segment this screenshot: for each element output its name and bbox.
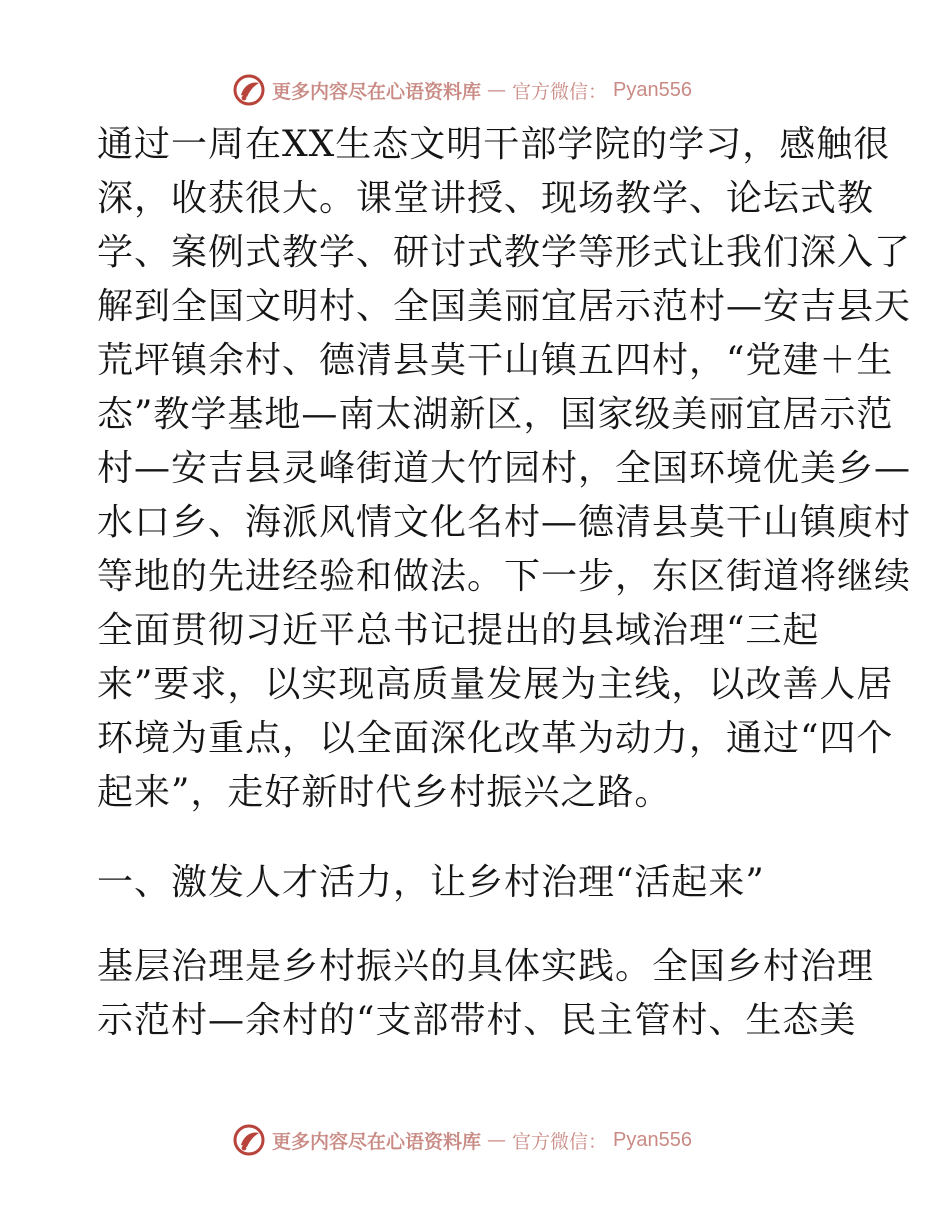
section-heading: 一、激发人才活力，让乡村治理“活起来” <box>97 862 765 903</box>
text-line: 学、案例式教学、研讨式教学等形式让我们深入了 <box>97 232 912 273</box>
footer-wechat-label: 官方微信： <box>512 1130 608 1153</box>
text-line: 村—安吉县灵峰街道大竹园村，全国环境优美乡— <box>97 448 912 489</box>
text-line: 通过一周在XX生态文明干部学院的学习，感触很 <box>97 124 891 165</box>
text-line: 来”要求，以实现高质量发展为主线，以改善人居 <box>97 664 894 705</box>
footer-watermark <box>232 1120 692 1160</box>
header-wechat-handle: Pyan556 <box>613 78 692 101</box>
footer-wechat-handle: Pyan556 <box>613 1128 692 1151</box>
text-line: 态”教学基地—南太湖新区，国家级美丽宜居示范 <box>97 394 894 435</box>
text-line: 荒坪镇余村、德清县莫干山镇五四村，“党建＋生 <box>97 340 894 381</box>
text-line: 等地的先进经验和做法。下一步，东区街道将继续 <box>97 556 912 597</box>
document-body <box>97 118 912 1048</box>
text-line: 水口乡、海派风情文化名村—德清县莫干山镇庾村 <box>97 502 912 543</box>
paragraph-section-1 <box>97 940 875 1048</box>
text-line: 全面贯彻习近平总书记提出的县域治理“三起 <box>97 610 820 651</box>
text-line: 深，收获很大。课堂讲授、现场教学、论坛式教 <box>97 178 875 219</box>
text-line: 示范村—余村的“支部带村、民主管村、生态美 <box>97 1000 857 1041</box>
text-line: 环境为重点，以全面深化改革为动力，通过“四个 <box>97 718 894 759</box>
footer-separator: — <box>487 1129 507 1151</box>
text-line: 基层治理是乡村振兴的具体实践。全国乡村治理 <box>97 946 875 987</box>
brand-logo-icon <box>232 73 266 107</box>
brand-logo-icon <box>232 1123 266 1157</box>
header-brand-text: 更多内容尽在心语资料库 <box>272 80 482 103</box>
footer-brand-text: 更多内容尽在心语资料库 <box>272 1130 482 1153</box>
header-separator: — <box>487 79 507 101</box>
text-line: 解到全国文明村、全国美丽宜居示范村—安吉县天 <box>97 286 912 327</box>
header-wechat-label: 官方微信： <box>512 80 608 103</box>
text-line: 起来”，走好新时代乡村振兴之路。 <box>97 772 672 813</box>
paragraph-intro <box>97 118 912 820</box>
header-watermark <box>232 70 692 110</box>
